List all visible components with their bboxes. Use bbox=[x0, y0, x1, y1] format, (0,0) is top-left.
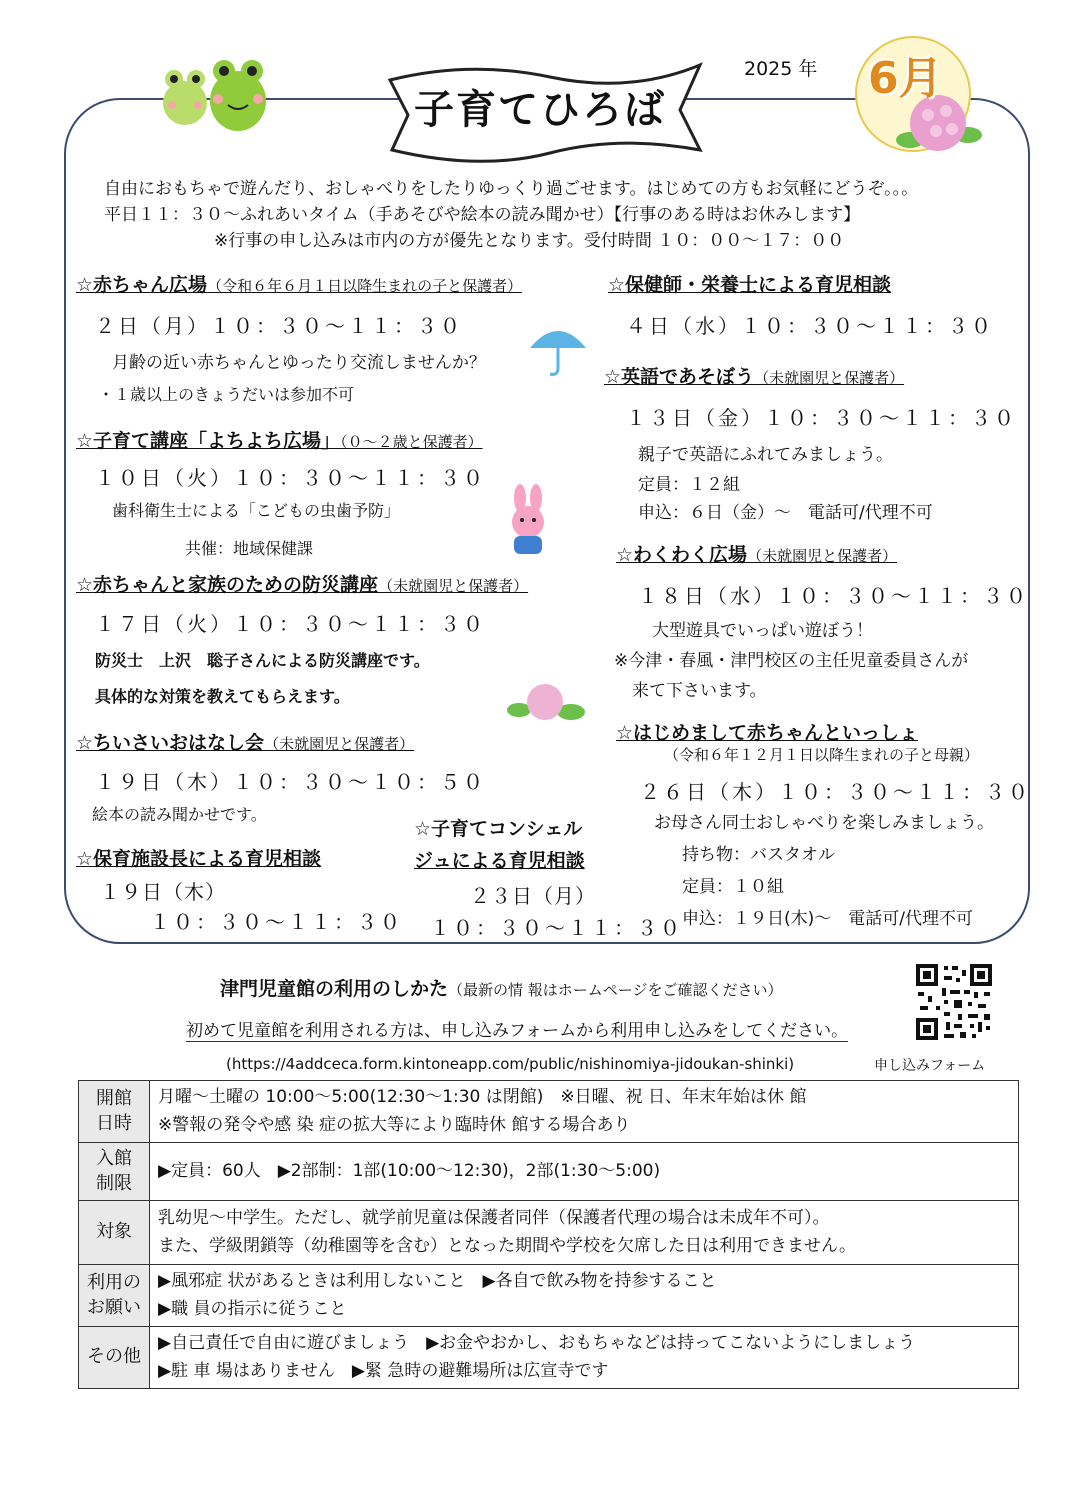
table-header-cell: 対象 bbox=[79, 1201, 150, 1265]
event-title-bousai: ☆赤ちゃんと家族のための防災講座（未就園児と保護者） bbox=[76, 574, 529, 596]
event-desc: 申込：１９日(木)～ 電話可/代理不可 bbox=[682, 909, 973, 929]
event-title-hokenshi: ☆保健師・栄養士による育児相談 bbox=[608, 274, 892, 296]
event-time: １７日（火）１０：３０～１１：３０ bbox=[95, 612, 486, 636]
intro-line-3: ※行事の申し込みは市内の方が優先となります。受付時間 １０：００～１７：００ bbox=[214, 231, 845, 251]
event-title-baby-hiroba: ☆赤ちゃん広場（令和６年６月１日以降生まれの子と保護者） bbox=[76, 274, 523, 296]
event-desc: 持ち物：バスタオル bbox=[682, 845, 835, 865]
table-header-cell: その他 bbox=[79, 1327, 150, 1389]
application-url[interactable]: (https://4addceca.form.kintoneapp.com/public/nishinomiya-jidoukan-shinki) bbox=[226, 1055, 795, 1073]
intro-line-2: 平日１１：３０～ふれあいタイム（手あそびや絵本の読み聞かせ）【行事のある時はお休みします】 bbox=[104, 205, 861, 225]
star-icon: ☆ bbox=[76, 274, 94, 296]
event-desc: 定員：１２組 bbox=[638, 475, 740, 495]
event-desc: 定員：１０組 bbox=[682, 877, 784, 897]
event-title-concierge-1: ☆子育てコンシェル bbox=[414, 818, 583, 840]
star-icon: ☆ bbox=[76, 732, 94, 754]
table-row bbox=[79, 1081, 1019, 1143]
table-header-cell: 入館 制限 bbox=[79, 1143, 150, 1201]
hydrangea-icon bbox=[505, 680, 585, 728]
event-desc: 絵本の読み聞かせです。 bbox=[92, 805, 267, 824]
event-time: １９日（木）１０：３０～１０：５０ bbox=[95, 770, 486, 794]
page-title: 子育てひろば bbox=[414, 87, 666, 133]
event-title-english: ☆英語であそぼう（未就園児と保護者） bbox=[604, 366, 905, 388]
table-cell: 月曜～土曜の 10:00～5:00(12:30～1:30 は閉館) ※日曜、祝 日、年末年始は休 館 ※警報の発令や感 染 症の拡大等により臨時休 館する場合あり bbox=[150, 1081, 1019, 1143]
event-desc: お母さん同士おしゃべりを楽しみましょう。 bbox=[654, 813, 994, 833]
event-desc: 共催：地域保健課 bbox=[185, 539, 314, 558]
event-time: ４日（水）１０：３０～１１：３０ bbox=[626, 314, 994, 338]
qr-label: 申し込みフォーム bbox=[874, 1058, 986, 1074]
event-desc: 大型遊具でいっぱい遊ぼう！ bbox=[652, 621, 873, 641]
table-row bbox=[79, 1327, 1019, 1389]
umbrella-icon bbox=[526, 320, 590, 380]
star-icon: ☆ bbox=[616, 544, 634, 566]
star-icon: ☆ bbox=[76, 848, 94, 870]
event-time: １０日（火）１０：３０～１１：３０ bbox=[95, 466, 486, 490]
event-desc: 具体的な対策を教えてもらえます。 bbox=[95, 687, 350, 706]
frogs-illustration bbox=[150, 55, 275, 135]
event-title-hajimemashite: ☆はじめまして赤ちゃんといっしょ bbox=[616, 722, 919, 744]
event-time: ２３日（月） bbox=[470, 884, 596, 908]
table-header-cell: 利用の お願い bbox=[79, 1265, 150, 1327]
event-title-wakuwaku: ☆わくわく広場（未就園児と保護者） bbox=[616, 544, 898, 566]
star-icon: ☆ bbox=[414, 818, 432, 840]
usage-instruction: 初めて児童館を利用される方は、申し込みフォームから利用申し込みをしてください。 bbox=[186, 1016, 848, 1042]
event-title-ohanashi: ☆ちいさいおはなし会（未就園児と保護者） bbox=[76, 732, 415, 754]
event-time: １０：３０～１１：３０ bbox=[150, 910, 403, 934]
star-icon: ☆ bbox=[76, 430, 94, 452]
event-desc: 来て下さいます。 bbox=[632, 681, 767, 701]
event-title-yochiyochi: ☆子育て講座「よちよち広場」（０～２歳と保護者） bbox=[76, 430, 483, 452]
usage-info-table bbox=[78, 1080, 1019, 1389]
table-row bbox=[79, 1265, 1019, 1327]
table-cell: ▶定員：60人 ▶2部制：1部(10:00～12:30)，2部(1:30～5:00) bbox=[150, 1143, 1019, 1201]
table-row bbox=[79, 1143, 1019, 1201]
event-title-hoiku: ☆保育施設長による育児相談 bbox=[76, 848, 322, 870]
event-desc: 申込：６日（金）～ 電話可/代理不可 bbox=[638, 503, 933, 523]
event-time: １８日（水）１０：３０～１１：３０ bbox=[638, 584, 1029, 608]
event-time: ２６日（木）１０：３０～１１：３０ bbox=[640, 780, 1031, 804]
star-icon: ☆ bbox=[604, 366, 622, 388]
table-cell: 乳幼児～中学生。ただし、就学前児童は保護者同伴（保護者代理の場合は未成年不可）。 また、学級閉鎖等（幼稚園等を含む）となった期間や学校を欠席した日は利用できません。 bbox=[150, 1201, 1019, 1265]
intro-line-1: 自由におもちゃで遊んだり、おしゃべりをしたりゆっくり過ごせます。はじめての方もお気軽にどうぞ。。。 bbox=[104, 179, 919, 199]
star-icon: ☆ bbox=[76, 574, 94, 596]
frog-icon bbox=[163, 70, 207, 125]
event-time: １３日（金）１０：３０～１１：３０ bbox=[626, 406, 1017, 430]
star-icon: ☆ bbox=[608, 274, 626, 296]
event-time: １９日（木） bbox=[100, 880, 226, 904]
table-row bbox=[79, 1201, 1019, 1265]
month-label: 6月 bbox=[868, 53, 943, 104]
table-header-cell: 開館 日時 bbox=[79, 1081, 150, 1143]
event-desc: 防災士 上沢 聡子さんによる防災講座です。 bbox=[95, 651, 430, 670]
event-desc: 月齢の近い赤ちゃんとゆったり交流しませんか？ bbox=[112, 353, 486, 373]
frog-icon bbox=[210, 60, 266, 131]
event-title-concierge-2: ジュによる育児相談 bbox=[414, 850, 585, 872]
table-cell: ▶自己責任で自由に遊びましょう ▶お金やおかし、おもちゃなどは持ってこないようにしましょう ▶駐 車 場はありません ▶緊 急時の避難場所は広宣寺です bbox=[150, 1327, 1019, 1389]
event-time: ２日（月）１０：３０～１１：３０ bbox=[95, 314, 463, 338]
event-sub: （令和６年１２月１日以降生まれの子と母親） bbox=[664, 746, 980, 764]
event-time: １０：３０～１１：３０ bbox=[430, 916, 683, 940]
event-desc: 歯科衛生士による「こどもの虫歯予防」 bbox=[112, 501, 401, 520]
qr-code-icon[interactable] bbox=[914, 962, 994, 1042]
event-desc: ・１歳以上のきょうだいは参加不可 bbox=[98, 385, 355, 404]
event-desc: 親子で英語にふれてみましょう。 bbox=[638, 445, 893, 465]
year-label: 2025 年 bbox=[744, 58, 818, 80]
event-desc: ※今津・春風・津門校区の主任児童委員さんが bbox=[614, 651, 969, 671]
star-icon: ☆ bbox=[616, 722, 634, 744]
usage-heading: 津門児童館の利用のしかた（最新の情 報はホームページをご確認ください） bbox=[220, 978, 783, 1000]
table-cell: ▶風邪症 状があるときは利用しないこと ▶各自で飲み物を持参すること ▶職 員の指示に従うこと bbox=[150, 1265, 1019, 1327]
bunny-icon bbox=[498, 484, 558, 564]
